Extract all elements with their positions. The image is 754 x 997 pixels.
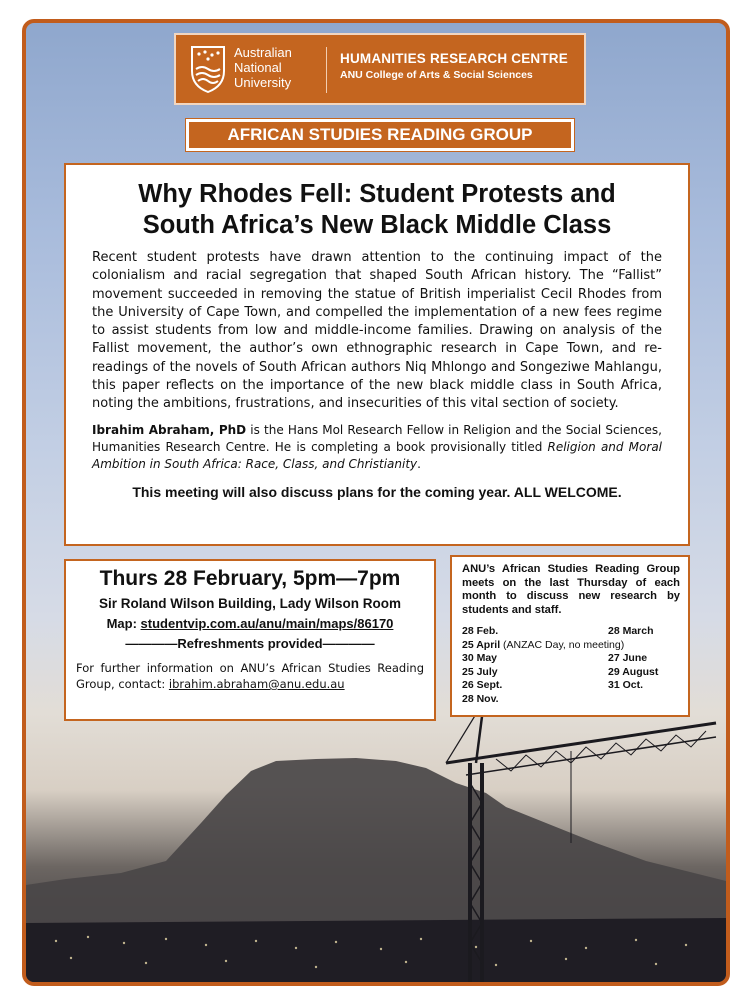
college-name: ANU College of Arts & Social Sciences (340, 69, 533, 81)
welcome-note: This meeting will also discuss plans for the coming year. ALL WELCOME. (132, 483, 622, 500)
speaker-name: Ibrahim Abraham, PhD (92, 422, 247, 437)
schedule-row: 25 July 29 August (462, 665, 659, 678)
university-name: Australian National University (234, 45, 292, 90)
talk-title: Why Rhodes Fell: Student Protests and South Africa’s New Black Middle Class (138, 180, 616, 239)
schedule-dates (462, 625, 680, 706)
foreground-ground (26, 918, 726, 982)
contact-email-link[interactable]: ibrahim.abraham@anu.edu.au (168, 677, 345, 691)
book-title: Religion and Moral Ambition in South Africa: Race, Class, and Christianity (92, 439, 663, 471)
anu-crest-icon (190, 45, 226, 93)
poster-frame (22, 19, 730, 986)
schedule-box (450, 555, 690, 717)
schedule-row: 28 Nov. (462, 692, 499, 705)
schedule-row: 28 Feb. 28 March (462, 625, 654, 637)
talk-details-box (64, 163, 690, 546)
map-link[interactable]: studentvip.com.au/anu/main/maps/86170 (140, 616, 394, 631)
schedule-intro: ANU’s African Studies Reading Group meets on the last Thursday of each month to discuss new research by students and staff. (462, 563, 680, 616)
centre-name: HUMANITIES RESEARCH CENTRE (340, 51, 568, 66)
event-date-time: Thurs 28 February, 5pm—7pm (99, 567, 401, 590)
event-map: Map: studentvip.com.au/anu/main/maps/86170 (106, 616, 394, 631)
event-venue: Sir Roland Wilson Building, Lady Wilson Room (98, 596, 401, 611)
contact-info: For further information on ANU’s African Studies Reading Group, contact: ibrahim.abraham@anu.edu.au (76, 661, 424, 691)
schedule-row: 30 May 27 June (462, 652, 648, 664)
schedule-row: 26 Sept. 31 Oct. (462, 679, 644, 691)
talk-abstract: Recent student protests have drawn attention to the continuing impact of the colonialism and racial segregation that shaped South African history. The “Fallist” movement succeeded in removing the statue of British imperialist Cecil Rhodes from the University of Cape Town, and compelled the implementation of a new fees regime to assist students from low and middle-income families. Drawing on analysis of the Fallist movement, the author’s own ethnographic research in Cape Town, and re-readings of the novels of South African authors Niq Mhlongo and Songeziwe Mahlangu, this paper reflects on the importance of the new black middle class in South Africa, noting the ambitions, frustrations, and insecurities of this vital section of society. (92, 250, 662, 412)
schedule-row: 25 April (ANZAC Day, no meeting) (462, 638, 625, 651)
speaker-bio: Ibrahim Abraham, PhD is the Hans Mol Research Fellow in Religion and the Social Sciences, Humanities Research Centre. He is completing a book provisionally titled Religion and Moral Ambition in South Africa: Race, Class, and Christianity. (92, 422, 663, 471)
hrc-header (174, 33, 586, 105)
refreshments-note: ————Refreshments provided———— (125, 636, 375, 651)
event-details-box (64, 559, 436, 721)
reading-group-banner: AFRICAN STUDIES READING GROUP (186, 119, 574, 151)
header-divider (326, 47, 327, 93)
